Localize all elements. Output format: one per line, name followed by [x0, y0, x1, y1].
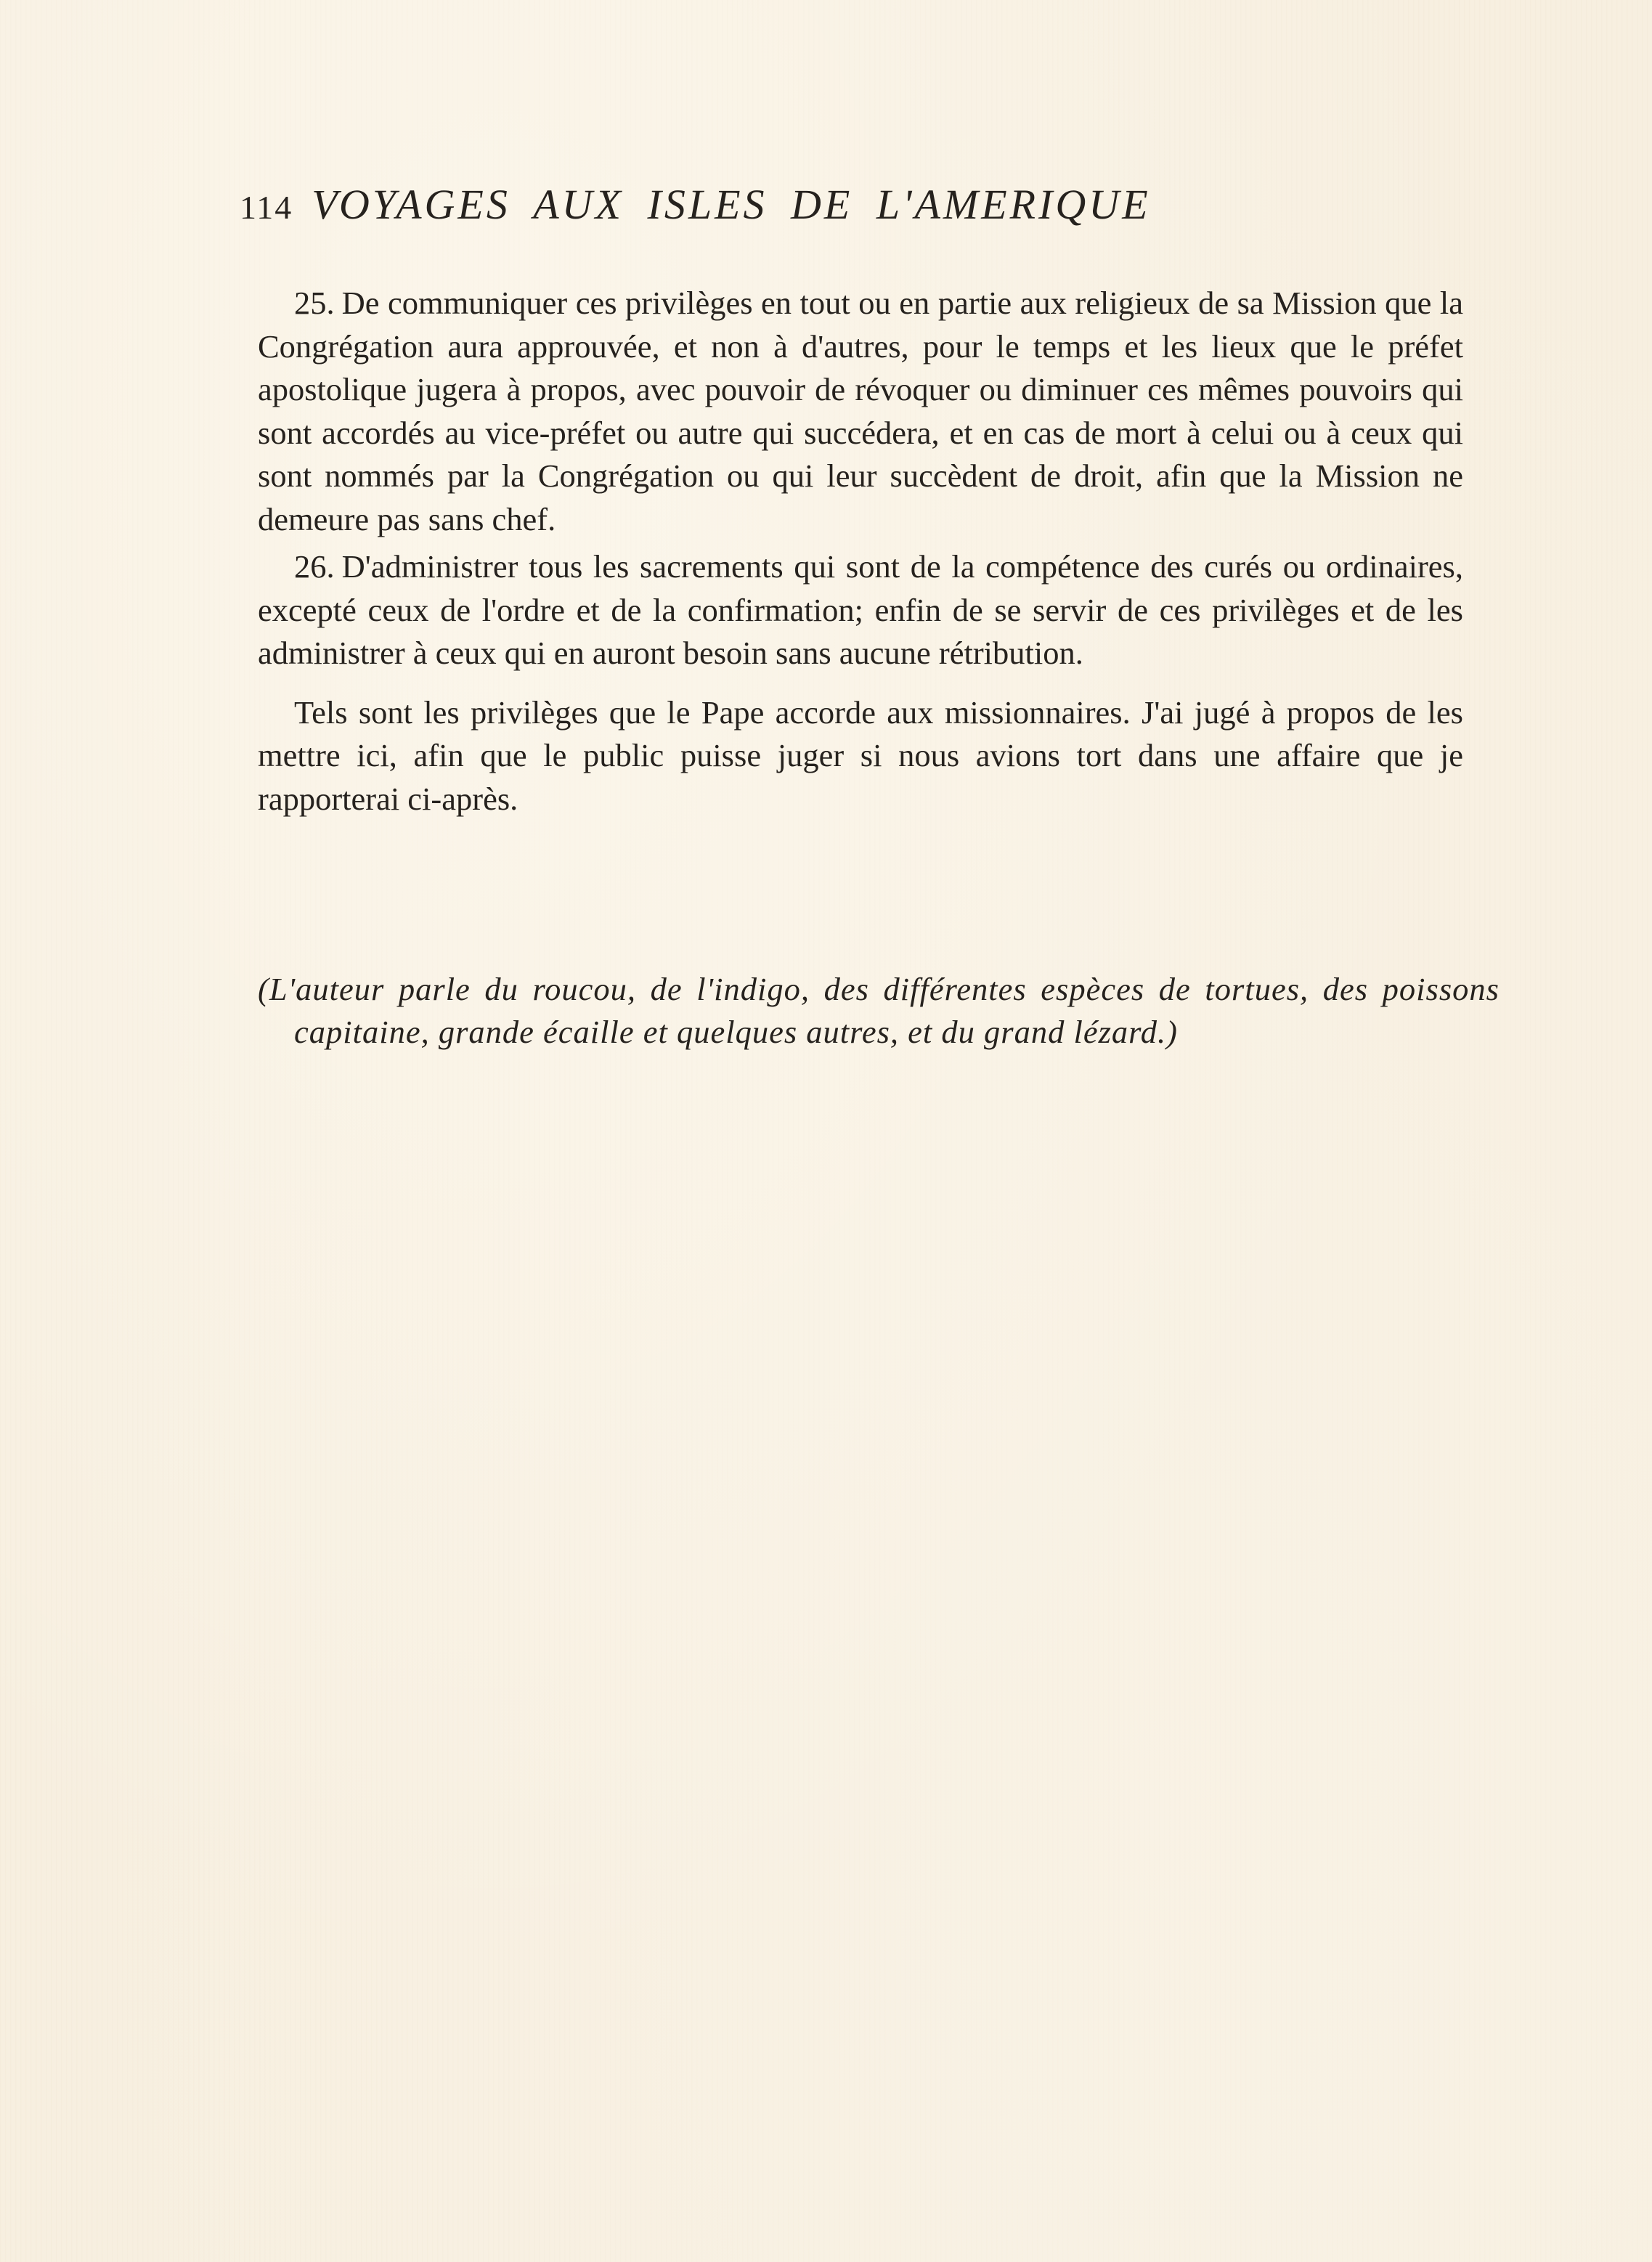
page-number: 114	[240, 189, 293, 226]
editorial-note: (L'auteur parle du roucou, de l'indigo, des différentes espèces de tortues, des poissons capitaine, grande écaille et quelques autres, et du grand lézard.)	[258, 970, 1500, 1050]
paragraph-26	[258, 545, 1463, 675]
paragraph-text: De communiquer ces privilèges en tout ou en partie aux religieux de sa Mission que la Congrégation aura approuvée, et non à d'autres, pour le temps et les lieux que le préfet apostolique jugera à propos, avec pouvoir de révoquer ou diminuer ces mêmes pouvoirs qui sont accordés au vice-préfet ou autre qui succédera, et en cas de mort à celui ou à ceux qui sont nommés par la Congrégation ou qui leur succèdent de droit, afin que la Mission ne demeure pas sans chef.	[258, 285, 1463, 537]
paragraph-number: 26.	[294, 548, 335, 585]
running-head	[240, 180, 1474, 231]
paragraph-conclusion	[258, 691, 1463, 821]
running-title: VOYAGES AUX ISLES DE L'AMERIQUE	[312, 181, 1151, 228]
paragraph-number: 25.	[294, 285, 335, 321]
body-text	[258, 282, 1463, 821]
paragraph-25	[258, 282, 1463, 541]
paragraph-text: Tels sont les privilèges que le Pape accorde aux missionnaires. J'ai jugé à propos de les mettre ici, afin que le public puisse juger si nous avions tort dans une affaire que je rapporterai ci-après.	[258, 693, 1463, 817]
paragraph-text: D'administrer tous les sacrements qui sont de la compétence des curés ou ordinaires, excepté ceux de l'ordre et de la confirmation; enfin de se servir de ces privilèges et de les administrer à ceux qui en auront besoin sans aucune rétribution.	[258, 548, 1463, 671]
